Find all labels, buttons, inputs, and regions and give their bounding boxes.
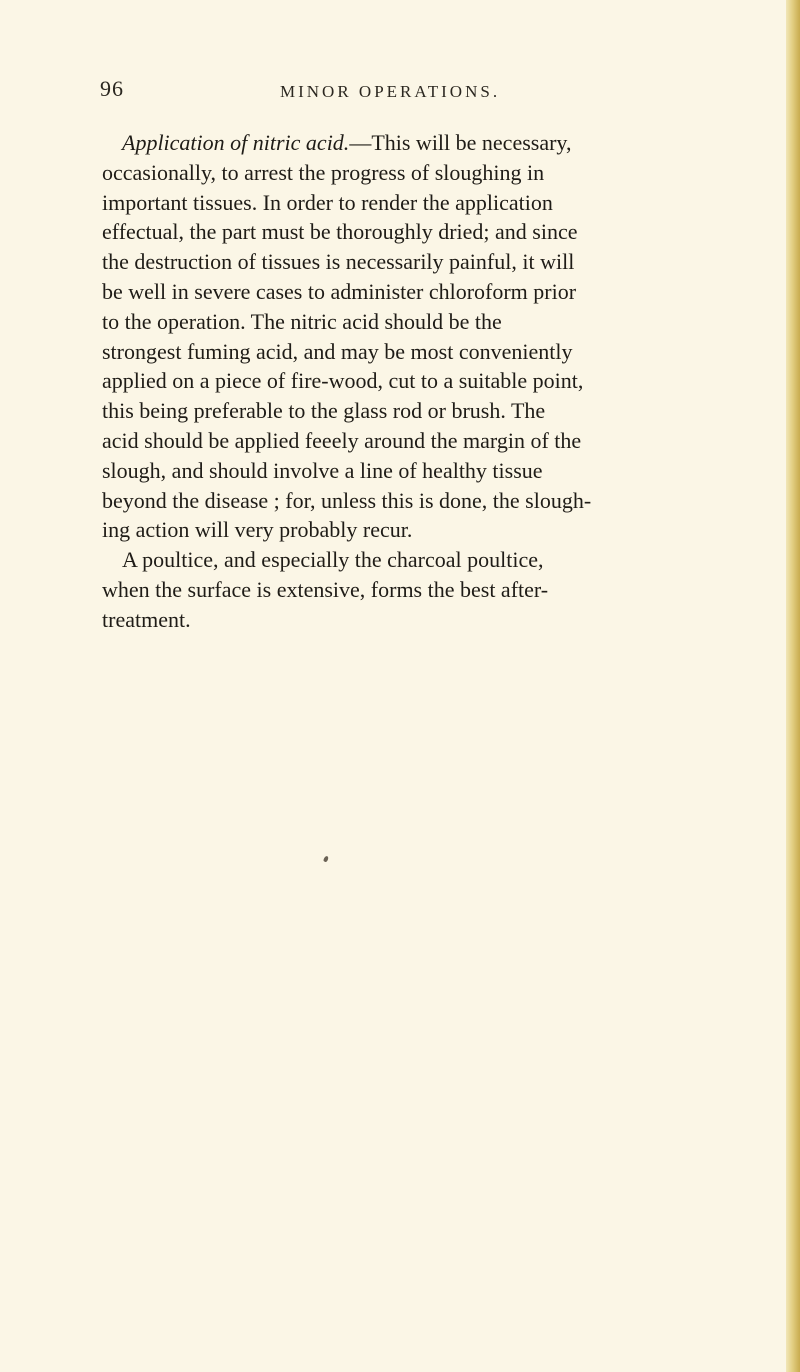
text-line: when the surface is extensive, forms the best after- — [102, 576, 549, 602]
text-line: to the operation. The nitric acid should be the — [102, 308, 502, 334]
text-line: effectual, the part must be thoroughly dried; and since — [102, 219, 578, 245]
text-line — [102, 128, 796, 158]
text-line: ing action will very probably recur. — [102, 517, 413, 543]
body-text — [102, 128, 796, 635]
text-line: acid should be applied feeely around the margin of the — [102, 427, 582, 453]
text-line: be well in severe cases to administer chloroform prior — [102, 278, 577, 304]
text-line: the destruction of tissues is necessarily painful, it will — [102, 249, 575, 275]
running-head: MINOR OPERATIONS. — [280, 82, 501, 101]
page-header — [100, 76, 760, 110]
text-line: applied on a piece of fire-wood, cut to a suitable point, — [102, 368, 584, 394]
section-heading: Application of nitric acid. — [122, 130, 350, 155]
text-line: treatment. — [102, 606, 191, 632]
text-line: this being preferable to the glass rod or brush. The — [102, 398, 546, 424]
paragraph-nitric-acid — [102, 128, 796, 545]
text-line-content: —This will be necessary, — [349, 130, 572, 155]
text-line: A poultice, and especially the charcoal poultice, — [122, 547, 544, 573]
page-number: 96 — [100, 76, 124, 101]
text-line: beyond the disease ; for, unless this is done, the slough- — [102, 487, 592, 513]
paragraph-poultice — [102, 545, 796, 634]
text-line: strongest fuming acid, and may be most conveniently — [102, 338, 573, 364]
ink-speck — [323, 855, 329, 862]
text-line: slough, and should involve a line of healthy tissue — [102, 457, 543, 483]
text-line: occasionally, to arrest the progress of sloughing in — [102, 159, 545, 185]
text-line: important tissues. In order to render the application — [102, 189, 553, 215]
